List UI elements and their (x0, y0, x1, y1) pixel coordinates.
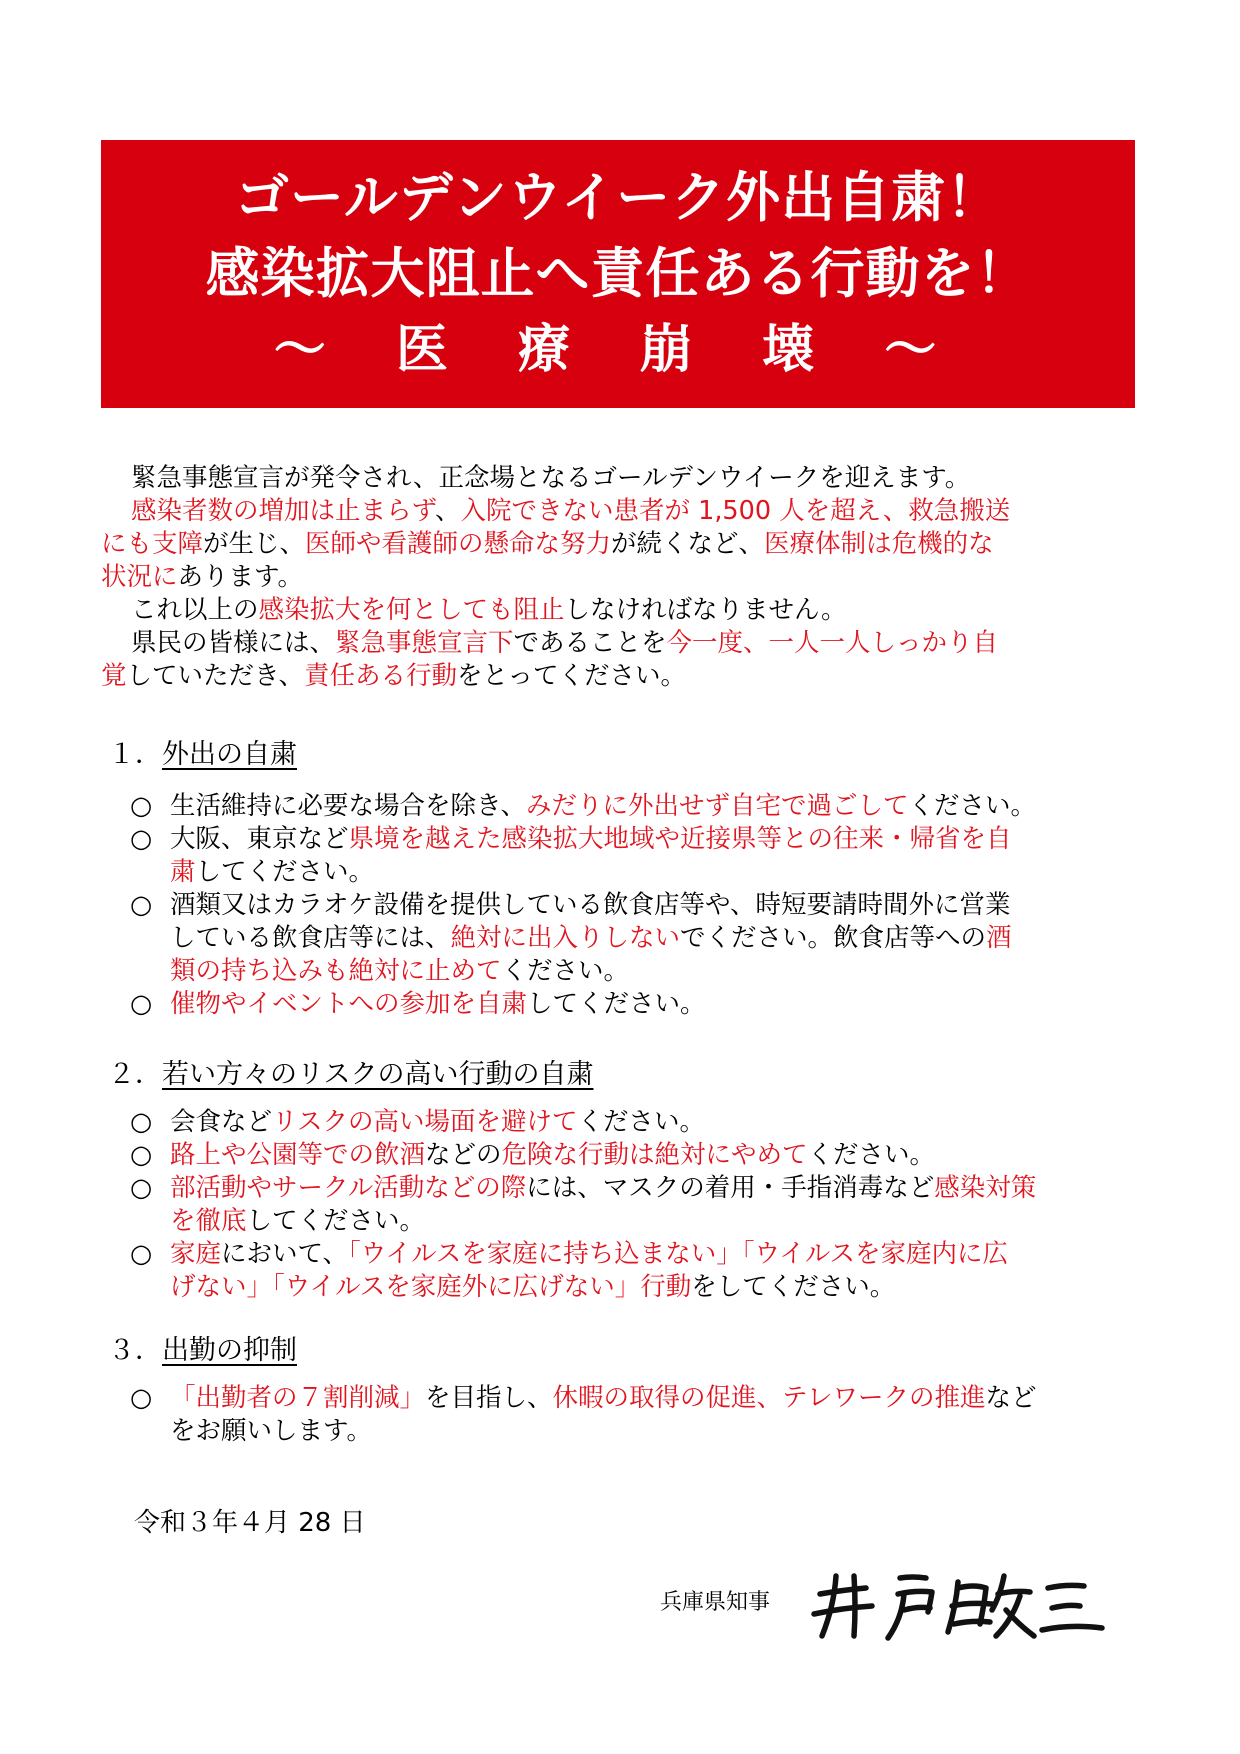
emphasis: 医師や看護師の懸命な努力 (305, 529, 612, 559)
signature-image (808, 1566, 1108, 1646)
list-item (130, 823, 1150, 889)
emphasis: 危険な行動は絶対にやめて (501, 1140, 808, 1170)
text: ください。 (577, 1107, 706, 1137)
text: をしてください。 (691, 1272, 896, 1302)
text: が生じ、 (203, 529, 306, 559)
issue-date: 令和３年４月 28 日 (134, 1508, 366, 1538)
emphasis: 「出勤者の７割削減」 (170, 1383, 426, 1413)
emphasis: 路上や公園等での飲酒 (170, 1140, 426, 1170)
intro-paragraph-4 (101, 627, 1141, 660)
text: 会食など (170, 1107, 273, 1137)
circle-bullet-icon: ○ (130, 1107, 153, 1137)
intro-paragraph-1: 緊急事態宣言が発令され、正念場となるゴールデンウイークを迎えます。 (131, 463, 971, 493)
text: をとってください。 (457, 661, 687, 691)
list-item (130, 1139, 1150, 1172)
emphasis: 感染対策 (934, 1173, 1037, 1203)
intro-paragraph-3 (101, 594, 1141, 627)
emphasis: 感染者数の増加は止まらず (131, 496, 435, 526)
text: において、 (221, 1239, 349, 1269)
emphasis: を徹底 (170, 1206, 247, 1236)
text: であることを (513, 628, 667, 658)
text: 生活維持に必要な場合を除き、 (170, 791, 526, 821)
text: などの (425, 1140, 502, 1170)
emphasis: 緊急事態宣言下 (335, 628, 514, 658)
text: 大阪、東京など (170, 824, 349, 854)
circle-bullet-icon: ○ (130, 1383, 153, 1413)
emphasis: 絶対に出入りしない (450, 923, 681, 953)
emphasis: 県境を越えた感染拡大地域や近接県等との往来・帰省を自 (348, 824, 1012, 854)
emphasis: リスクの高い場面を避けて (272, 1107, 578, 1137)
section-number: ２． (108, 1059, 162, 1090)
section-title: 若い方々のリスクの高い行動の自粛 (162, 1059, 594, 1090)
circle-bullet-icon: ○ (130, 791, 153, 821)
emphasis: 休暇の取得の促進、テレワークの推進 (552, 1383, 986, 1413)
intro-paragraph-4-cont (101, 660, 1141, 693)
section-2-heading (108, 1058, 593, 1092)
circle-bullet-icon: ○ (130, 989, 153, 1019)
emphasis: 粛 (170, 857, 196, 887)
list-item (130, 1106, 1150, 1139)
text: でください。飲食店等への (680, 923, 987, 953)
circle-bullet-icon: ○ (130, 1239, 153, 1269)
list-item (130, 988, 1150, 1021)
emphasis: 催物やイベントへの参加を自粛 (170, 989, 528, 1019)
headline-banner (101, 140, 1135, 408)
text: してください。 (195, 857, 375, 887)
intro-paragraph-2-cont (101, 528, 1141, 561)
text: が続くなど、 (611, 529, 765, 559)
section-3-list (130, 1382, 1150, 1448)
emphasis: 責任ある行動 (304, 661, 458, 691)
list-item (130, 889, 1150, 988)
section-1-heading (108, 738, 297, 772)
headline-line-3: ～ 医 療 崩 壊 ～ (273, 320, 963, 380)
list-item (130, 1382, 1150, 1448)
headline-line-2: 感染拡大阻止へ責任ある行動を！ (205, 242, 1031, 305)
emphasis: 入院できない患者が 1,500 人を超え、救急搬送 (460, 496, 1011, 526)
text: してください。 (246, 1206, 426, 1236)
emphasis: 家庭 (170, 1239, 222, 1269)
emphasis: 覚 (101, 661, 127, 691)
text: している飲食店等には、 (170, 923, 451, 953)
circle-bullet-icon: ○ (130, 890, 153, 920)
circle-bullet-icon: ○ (130, 1140, 153, 1170)
emphasis: 医療体制は危機的な (764, 529, 994, 559)
circle-bullet-icon: ○ (130, 824, 153, 854)
emphasis: げない」「ウイルスを家庭外に広げない」行動 (170, 1272, 692, 1302)
section-number: ３． (108, 1335, 162, 1366)
text: してください。 (527, 989, 706, 1019)
text: 、 (434, 496, 461, 526)
emphasis: 部活動やサークル活動などの際 (170, 1173, 527, 1203)
emphasis: 今一度、一人一人しっかり自 (666, 628, 999, 658)
text: これ以上の (131, 595, 259, 625)
emphasis: みだりに外出せず自宅で過ごして (525, 791, 909, 821)
emphasis: 酒 (986, 923, 1012, 953)
text: には、マスクの着用・手指消毒など (526, 1173, 935, 1203)
headline-line-1: ゴールデンウイーク外出自粛！ (234, 166, 1002, 229)
section-title: 出勤の抑制 (162, 1335, 297, 1366)
list-item (130, 1238, 1150, 1304)
section-3-heading (108, 1334, 297, 1368)
text: 県民の皆様には、 (131, 628, 336, 658)
text: していただき、 (126, 661, 304, 691)
emphasis: 類の持ち込みも絶対に止めて (170, 956, 502, 986)
text: をお願いします。 (170, 1416, 372, 1446)
intro-paragraph-2-cont2 (101, 561, 1141, 594)
emphasis: 感染拡大を何としても阻止 (258, 595, 565, 625)
intro-text (101, 462, 1141, 693)
list-item (130, 1172, 1150, 1238)
section-1-list (130, 790, 1150, 1021)
emphasis: 「ウイルスを家庭に持ち込まない」「ウイルスを家庭内に広 (348, 1239, 1008, 1269)
text: ください。 (807, 1140, 936, 1170)
text: しなければなりません。 (564, 595, 847, 625)
list-item (130, 790, 1150, 823)
intro-paragraph-2 (101, 495, 1141, 528)
text: ください。 (908, 791, 1037, 821)
section-title: 外出の自粛 (162, 739, 297, 770)
emphasis: にも支障 (101, 529, 204, 559)
governor-title: 兵庫県知事 (660, 1590, 771, 1615)
text: あります。 (177, 562, 303, 592)
circle-bullet-icon: ○ (130, 1173, 153, 1203)
emphasis: 状況に (101, 562, 178, 592)
text: を目指し、 (425, 1383, 553, 1413)
section-number: １． (108, 739, 162, 770)
text: 酒類又はカラオケ設備を提供している飲食店等や、時短要請時間外に営業 (170, 890, 1011, 920)
text: など (985, 1383, 1037, 1413)
text: ください。 (501, 956, 630, 986)
section-2-list (130, 1106, 1150, 1304)
